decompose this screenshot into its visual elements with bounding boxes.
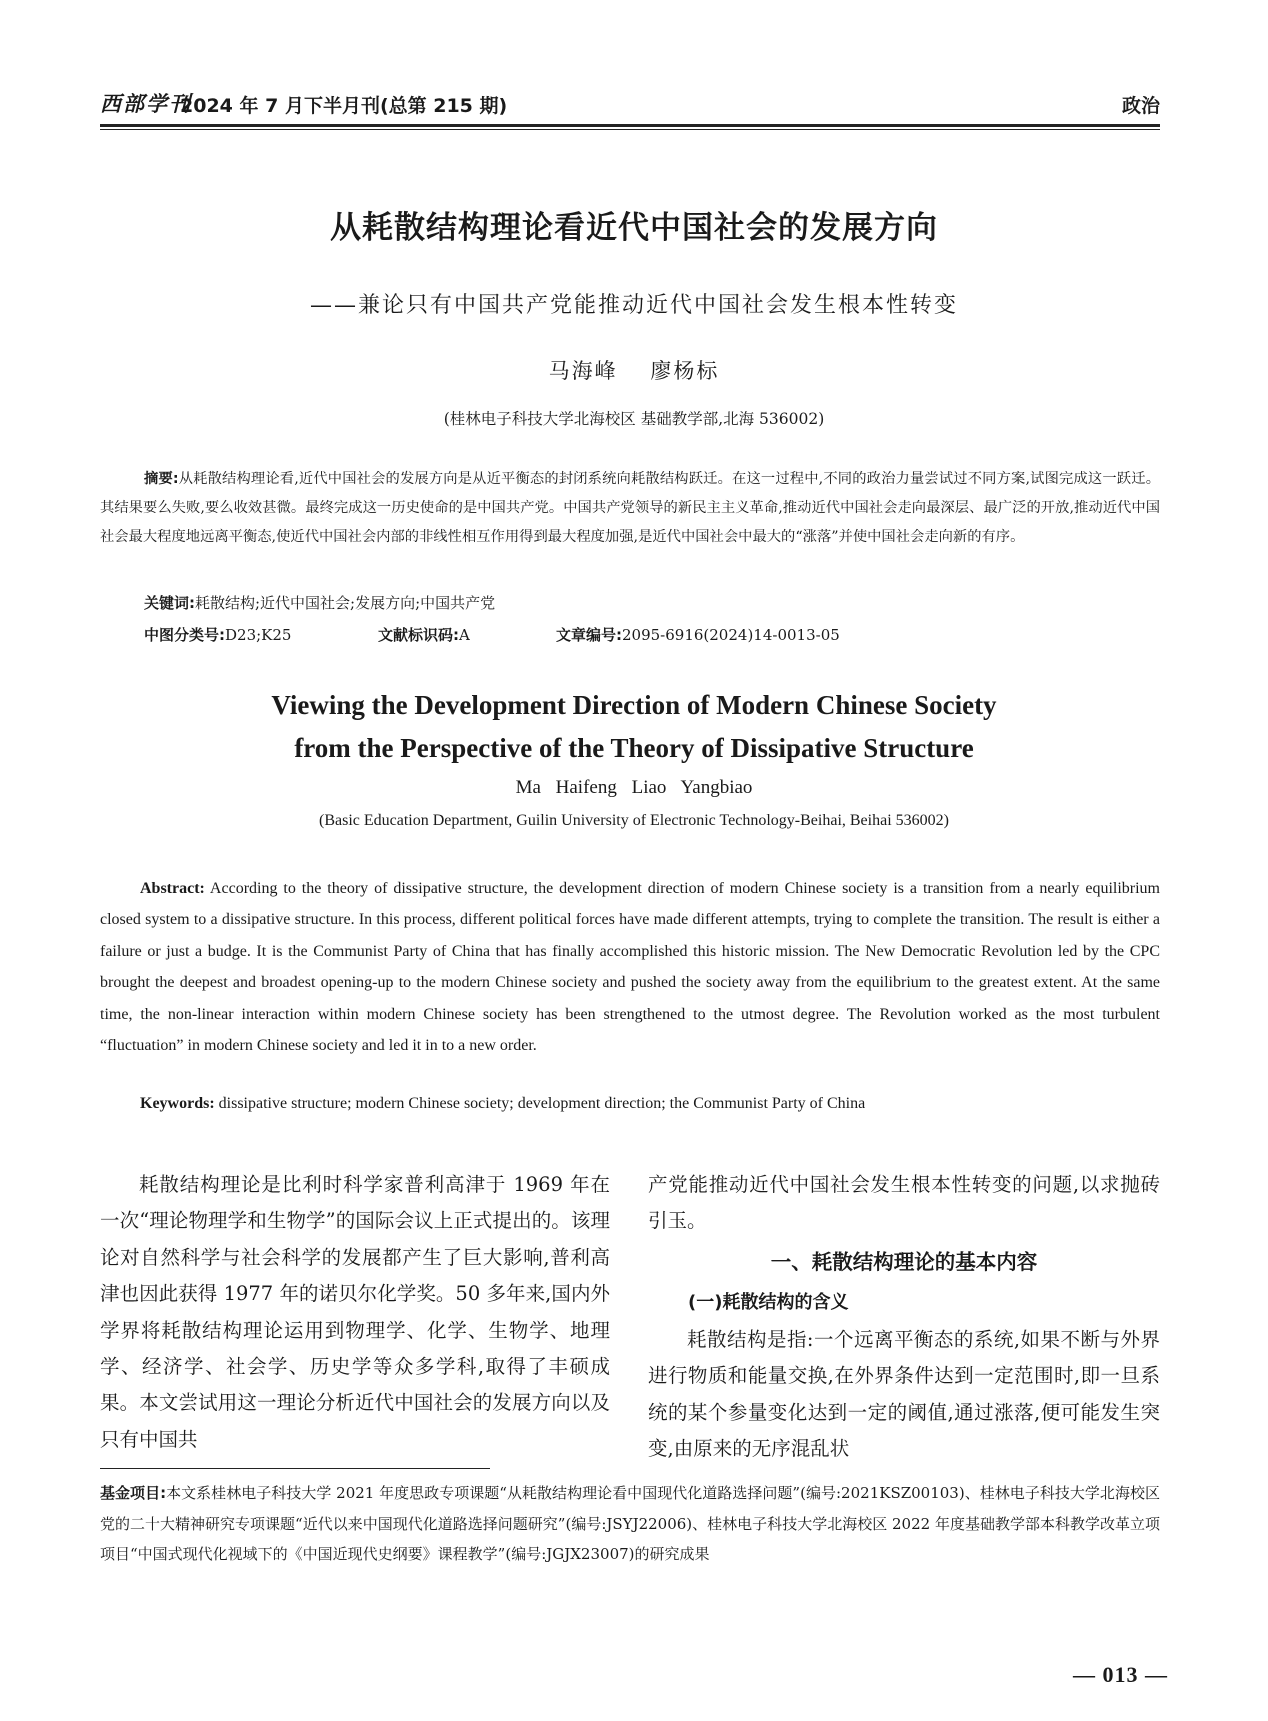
section-label: 政治 [1121,95,1160,117]
body-paragraph: 耗散结构理论是比利时科学家普利高津于 1969 年在一次“理论物理学和生物学”的国际会议上正式提出的。该理论对自然科学与社会科学的发展都产生了巨大影响,普利高津也因此获得 1977 年的诺贝尔化学奖。50 多年来,国内外学界将耗散结构理论运用到物理学、化学、生物学、地理学、经济学、社会学、历史学等众多学科,取得了丰硕成果。本文尝试用这一理论分析近代中国社会的发展方向以及只有中国共 [100,1173,610,1451]
clc-label: 中图分类号: [144,626,225,644]
abstract-cn-label: 摘要: [144,471,179,487]
keywords-cn-text: 耗散结构;近代中国社会;发展方向;中国共产党 [195,594,496,612]
body-paragraph-continued: 产党能推动近代中国社会发生根本性转变的问题,以求抛砖引玉。 [648,1173,1160,1233]
keywords-en [140,1095,1160,1113]
header-rule-thin [100,129,1160,130]
section-heading: 一、耗散结构理论的基本内容 [770,1249,1038,1274]
footnote-rule [100,1468,490,1469]
article-title-cn: 从耗散结构理论看近代中国社会的发展方向 [330,210,938,246]
page-number: — 013 — [1073,1662,1168,1687]
body-paragraph: 耗散结构是指:一个远离平衡态的系统,如果不断与外界进行物质和能量交换,在外界条件达到一定范围时,即一旦系统的某个参量变化达到一定的阈值,通过涨落,便可能发生突变,由原来的无序混乱状 [648,1327,1160,1461]
abstract-en-label: Abstract: [140,880,205,897]
article-label: 文章编号: [556,626,622,644]
abstract-cn [100,465,1160,553]
keywords-cn [144,592,495,613]
funding-text: 本文系桂林电子科技大学 2021 年度思政专项课题“从耗散结构理论看中国现代化道路选择问题”(编号:2021KSZ00103)、桂林电子科技大学北海校区党的二十大精神研究专项课题“近代以来中国现代化道路选择问题研究”(编号:JSYJ22006)、桂林电子科技大学北海校区 2022 年度基础教学部本科教学改革立项项目“中国式现代化视域下的《中国近现代史纲要》课程教学”(编号:JGJX23007)的研究成果 [100,1484,1161,1564]
authors-en: Ma Haifeng Liao Yangbiao [515,777,753,798]
funding-label: 基金项目: [100,1484,167,1502]
header-rule [100,124,1160,127]
article-subtitle-cn: ——兼论只有中国共产党能推动近代中国社会发生根本性转变 [309,293,958,318]
body-column-right [648,1167,1160,1467]
clc-value: D23;K25 [225,626,292,644]
issue-info: 2024 年 7 月下半月刊(总第 215 期) [180,95,508,117]
keywords-cn-label: 关键词: [144,594,195,612]
abstract-en [100,873,1160,1061]
keywords-en-text: dissipative structure; modern Chinese society; development direction; the Communist Party of China [214,1095,866,1112]
funding-note [100,1478,1160,1570]
body-column-left [100,1167,610,1458]
doc-value: A [459,626,470,644]
authors-cn: 马海峰 廖杨标 [548,359,720,383]
article-title-en-line1: Viewing the Development Direction of Modern Chinese Society [271,690,997,720]
affiliation-cn: (桂林电子科技大学北海校区 基础教学部,北海 536002) [443,410,825,428]
article-value: 2095-6916(2024)14-0013-05 [622,626,840,644]
journal-logo: 西部学刊 [100,91,192,116]
clc-code [144,624,291,645]
abstract-cn-text: 从耗散结构理论看,近代中国社会的发展方向是从近平衡态的封闭系统向耗散结构跃迁。在这一过程中,不同的政治力量尝试过不同方案,试图完成这一跃迁。其结果要么失败,要么收效甚微。最终完成这一历史使命的是中国共产党。中国共产党领导的新民主主义革命,推动近代中国社会走向最深层、最广泛的开放,推动近代中国社会最大程度地远离平衡态,使近代中国社会内部的非线性相互作用得到最大程度加强,是近代中国社会中最大的“涨落”并使中国社会走向新的有序。 [100,471,1160,546]
doc-label: 文献标识码: [378,626,459,644]
affiliation-en: (Basic Education Department, Guilin University of Electronic Technology-Beihai, Beihai 536002) [319,812,949,829]
subsection-heading: (一)耗散结构的含义 [688,1291,849,1313]
abstract-en-text: According to the theory of dissipative structure, the development direction of modern Chinese society is a transition from a nearly equilibrium closed system to a dissipative structure. In this process, different political forces have made different attempts, trying to complete the transition. The result is either a failure or just a budge. It is the Communist Party of China that has finally accomplished this historic mission. The New Democratic Revolution led by the CPC brought the deepest and broadest opening-up to the modern Chinese society and pushed the society away from the equilibrium to the greatest extent. At the same time, the non-linear interaction within modern Chinese society has been strengthened to the utmost degree. The Revolution worked as the most turbulent “fluctuation” in modern Chinese society and led it in to a new order. [100,880,1160,1055]
classification-line [144,624,1144,648]
article-title-en-line2: from the Perspective of the Theory of Dissipative Structure [294,733,974,763]
running-header [100,88,1160,122]
document-code [378,624,470,645]
keywords-en-label: Keywords: [140,1095,215,1112]
article-number [556,624,840,645]
